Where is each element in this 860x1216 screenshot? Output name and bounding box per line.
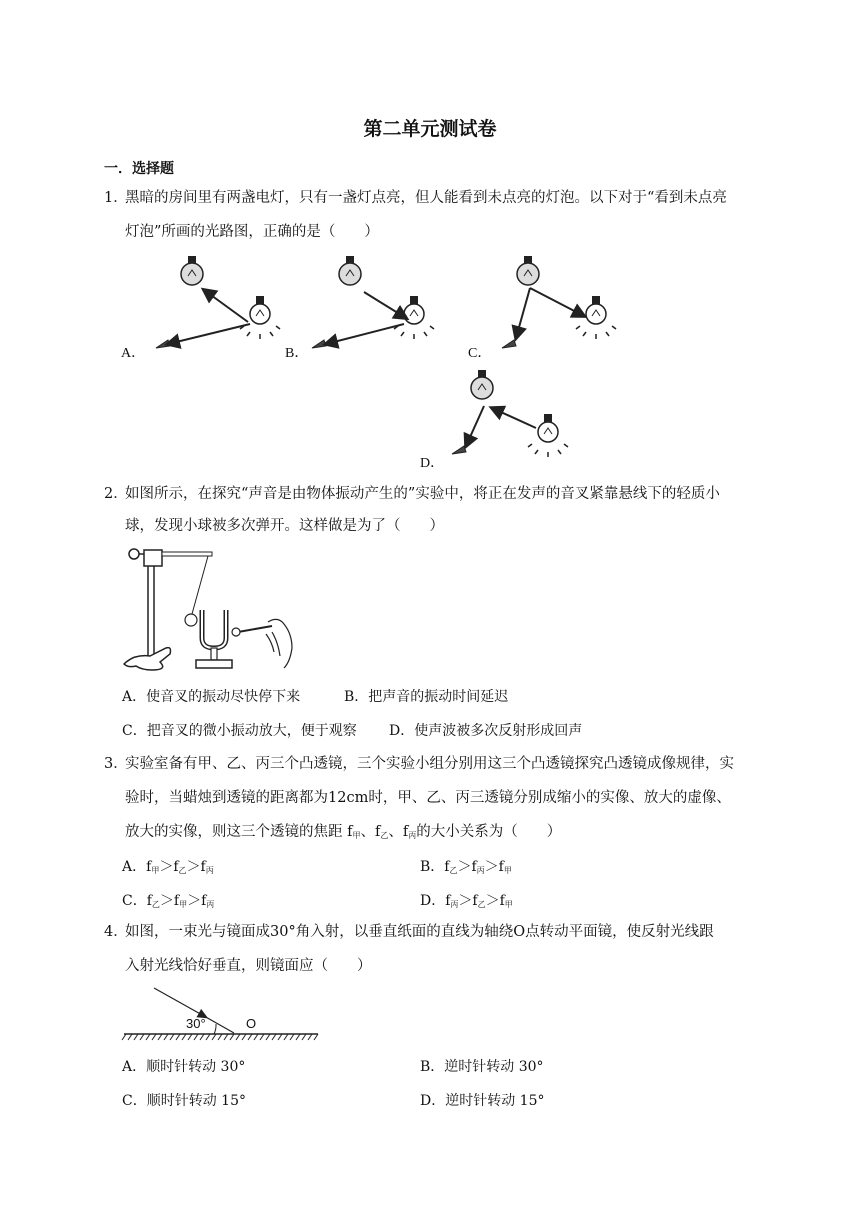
q1-figure-d [440,364,580,464]
unlit-bulb-icon [181,256,203,285]
q3-text-line1: 实验室备有甲、乙、丙三个凸透镜，三个实验小组分别用这三个凸透镜探究凸透镜成像规律，实 [125,756,734,772]
q4-option-d: D．逆时针转动 15° [420,1093,545,1109]
q1-option-b-label: B． [285,346,309,361]
tuning-fork-icon [196,610,232,668]
lit-bulb-icon [240,296,280,339]
q1-number: 1． [104,190,128,206]
q3-option-b: B．$f_乙>f_丙>f_甲$ [420,859,512,875]
q3-option-d: D．$f_丙>f_乙>f_甲$ [420,893,513,909]
lit-bulb-icon [394,296,434,339]
unlit-bulb-icon [517,256,539,285]
q4-text-line2: 入射光线恰好垂直，则镜面应（ ） [125,958,372,974]
q1-figure-b [298,252,438,352]
unlit-bulb-icon [471,370,493,399]
clamp-knob-icon [129,549,139,559]
section-heading: 一．选择题 [104,161,174,177]
q1-option-d-label: D． [420,456,445,471]
q4-mirror-figure [122,986,322,1046]
unlit-bulb-icon [339,256,361,285]
q4-angle-label: 30° [186,1016,206,1031]
q2-option-c: C．把音叉的微小振动放大，便于观察 [122,723,357,739]
eye-icon [312,340,326,348]
q1-text-line1: 黑暗的房间里有两盏电灯，只有一盏灯点亮，但人能看到未点亮的灯泡。以下对于“看到未点亮 [125,190,727,206]
q2-text-line2: 球，发现小球被多次弹开。这样做是为了（ ） [125,518,444,534]
lit-bulb-icon [576,296,616,339]
mallet-icon [232,628,240,636]
q1-figure-a [140,252,280,352]
q2-tuning-fork-figure [122,544,312,674]
q1-option-a-label: A． [121,346,146,361]
q3-text-line3: 放大的实像，则这三个透镜的焦距 $f_甲$、$f_乙$、$f_丙$的大小关系为（ ） [125,824,562,840]
q4-number: 4． [104,924,128,940]
eye-icon [502,340,516,348]
q2-option-d: D．使声波被多次反射形成回声 [389,723,583,739]
page-title: 第二单元测试卷 [363,118,497,140]
eye-icon [452,446,466,454]
q2-text-line1: 如图所示，在探究“声音是由物体振动产生的”实验中，将正在发声的音叉紧靠悬线下的轻质小 [125,486,720,502]
pendulum-ball-icon [185,614,197,626]
q1-option-c-label: C． [468,346,492,361]
q3-option-c: C．$f_乙>f_甲>f_丙$ [122,893,215,909]
eye-icon [156,340,170,348]
q4-point-label: O [246,1016,257,1031]
q2-number: 2． [104,486,128,502]
q4-option-c: C．顺时针转动 15° [122,1093,246,1109]
q1-figure-c [490,252,630,352]
q4-option-b: B．逆时针转动 30° [420,1059,544,1075]
q1-text-line2: 灯泡”所画的光路图，正确的是（ ） [125,224,379,240]
lit-bulb-icon [528,414,568,457]
q3-number: 3． [104,756,128,772]
q2-option-a: A．使音叉的振动尽快停下来 [122,689,301,705]
q2-option-b: B．把声音的振动时间延迟 [344,689,509,705]
q4-option-a: A．顺时针转动 30° [122,1059,246,1075]
q4-text-line1: 如图，一束光与镜面成30°角入射，以垂直纸面的直线为轴绕O点转动平面镜，使反射光线跟 [125,924,714,940]
q3-text-line2: 验时，当蜡烛到透镜的距离都为12cm时，甲、乙、丙三透镜分别成缩小的实像、放大的虚像、 [125,790,731,806]
q3-option-a: A．$f_甲>f_乙>f_丙$ [122,859,214,875]
